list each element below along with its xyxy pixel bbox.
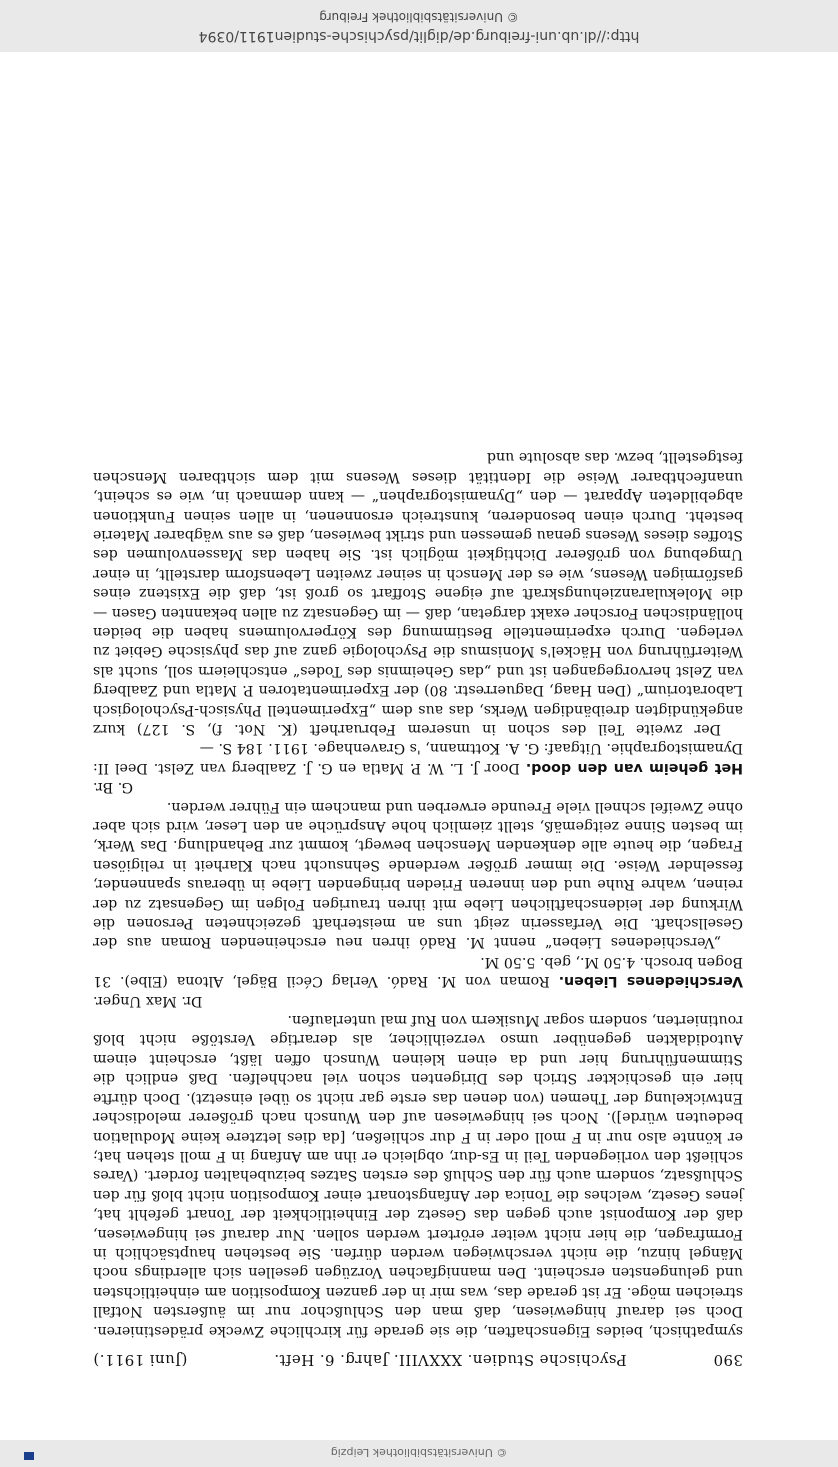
bottom-banner: [0, 0, 838, 52]
journal-title: Psychische Studien. XXXVIII. Jahrg. 6. Heft.: [273, 1351, 627, 1369]
paragraph-text: Der zweite Teil des schon in unserem Februarheft (K. Not. f), S. 127) kurz angekündigten dreibändigen Werks, das aus dem „Experimentell Physisch-Psychologisch Laboratorium“ (Den Haag, Daguerrestr. 80) der Experimentatoren P. Matla und Zaalberg van Zelst hervorgegangen ist und „das Geheimnis des Todes“ entschleiern soll, sucht als Weiterführung von Häckel's Monismus die Psychologie ganz auf das physische Gebiet zu verlegen. Durch experimentelle Bestimmung des Körpervolumens haben die beiden holländischen Forscher exakt dargetan, daß — im Gegensatz zu allen bekannten Gasen — die Molekularanziehungskraft auf eigene Stoffart so groß ist, daß die Existenz eines gasförmigen Wesens, wie es der Mensch in seiner zweiten Lebensform darstellt, in einer Umgebung von größerer Dichtigkeit möglich ist. Sie haben das Massenvolumen des Stoffes dieses Wesens genau gemessen und strikt bewiesen, daß es aus wägbarer Materie besteht. Durch einen besonderen, kunstreich ersonnenen, in allen seinen Funktionen abgebildeten Apparat — den „Dynamistographen“ — kann demnach in, wie es scheint, unanfechtbarer Weise die Identität dieses Wesens mit dem sichtbaren Menschen festgestellt, bezw. das absolute und: [93, 449, 743, 737]
page-number: 390: [713, 1351, 743, 1369]
scanned-page: [0, 50, 838, 1445]
issue-date: (Juni 1911.): [93, 1351, 188, 1369]
paragraph-p3-body: [93, 447, 743, 738]
paragraph-p3: [93, 738, 743, 777]
page-content: [93, 447, 743, 1369]
running-header: [93, 1350, 743, 1369]
entry-title: Verschiedenes Lieben.: [558, 973, 743, 990]
entry-lead: Roman von M. Radó. Verlag Cécil Bägel, Altona (Elbe). 31 Bogen brosch. 4.50 M., geb. 5.50 M.: [93, 953, 743, 990]
source-url[interactable]: http://dl.ub.uni-freiburg.de/diglit/psychische-studien1911/0394: [198, 28, 640, 44]
paragraph-p2: [93, 951, 743, 990]
entry-lead: Door J. L. W. P. Matla en G. J. Zaalberg van Zelst. Deel II: Dynamistographie. Uitgaaf: G. A. Kottmann, 's Gravenhage. 1911. 184 S. —: [93, 740, 743, 776]
paragraph-text: sympathisch, beides Eigenschaften, die sie gerade für kirchliche Zwecke prädestinieren. Doch sei darauf hingewiesen, daß man den Schlußchor nur im äußersten Notfall streichen möge. Er ist gerade das, was mir in der ganzen Komposition am einheitlichsten und gelungensten erscheint. Den mannigfachen Vorzügen gesellen sich allerdings noch Mängel hinzu, die nicht verschwiegen werden dürfen. Sie bestehen hauptsächlich in Formfragen, die hier nicht weiter erörtert werden sollen. Nur darauf sei hingewiesen, daß der Komponist auch gegen das Gesetz der Einheitlichkeit der Tonart gefehlt hat, jenes Gesetz, welches die Tonica der Anfangstonart einer Komposition nicht bloß für den Schlußsatz, sondern auch für den Schluß des ersten Satzes beizubehalten fordert. (Vares schließt den vorliegenden Teil in Es-dur, obgleich er ihn am Anfang in F moll stehen hat; er könnte also nur in F moll oder in F dur schließen, [da dies letztere keine Modulation bedeuten würde]). Noch sei hingewiesen auf den Wunsch nach größerer melodischer Entwickelung der Themen (von denen das erste gar nicht so übel einsetzt). Doch dürfte hier ein geschickter Strich des Dirigenten schon viel nachhelfen. Daß endlich die Stimmenführung hier und da einen kleinen Wunsch offen läßt, erscheint einem Autodidakten gegenüber umso verzeihlicher, als derartige Verstöße nicht bloß routinierten, sondern sogar Musikern von Ruf mal unterlaufen.: [93, 1012, 743, 1339]
copyright-bottom: © Universitätsbibliothek Freiburg: [319, 10, 519, 24]
signature: Dr. Max Unger.: [93, 992, 203, 1009]
paragraph-text: „Verschiedenes Lieben“ nennt M. Radó ihren neu erscheinenden Roman aus der Gesellschaft. Die Verfasserin zeigt uns an meisterhaft gezeichneten Personen die Wirkung der leidenschaftlichen Liebe mit ihren traurigen Folgen im Gegensatz zu der reinen, wahre Ruhe und den inneren Frieden bringenden Liebe in überaus spannender, fesselnder Weise. Die immer größer werdende Sehnsucht nach Klarheit in religiösen Fragen, die heute alle denkenden Menschen bewegt, kommt zur Behandlung. Das Werk, im besten Sinne zeitgemäß, stellt ziemlich hohe Ansprüche an den Leser, wird sich aber ohne Zweifel schnell viele Freunde erwerben und manchem ein Führer werden.: [93, 798, 743, 951]
lower-banner-remnant: [0, 1440, 838, 1467]
signature: G. Br.: [93, 779, 134, 796]
paragraph-p1: [93, 990, 743, 1339]
paragraph-p2-body: [93, 777, 743, 952]
copyright-leipzig: © Universitätsbibliothek Leipzig: [330, 1446, 508, 1459]
entry-title: Het geheim van den dood.: [525, 759, 743, 776]
